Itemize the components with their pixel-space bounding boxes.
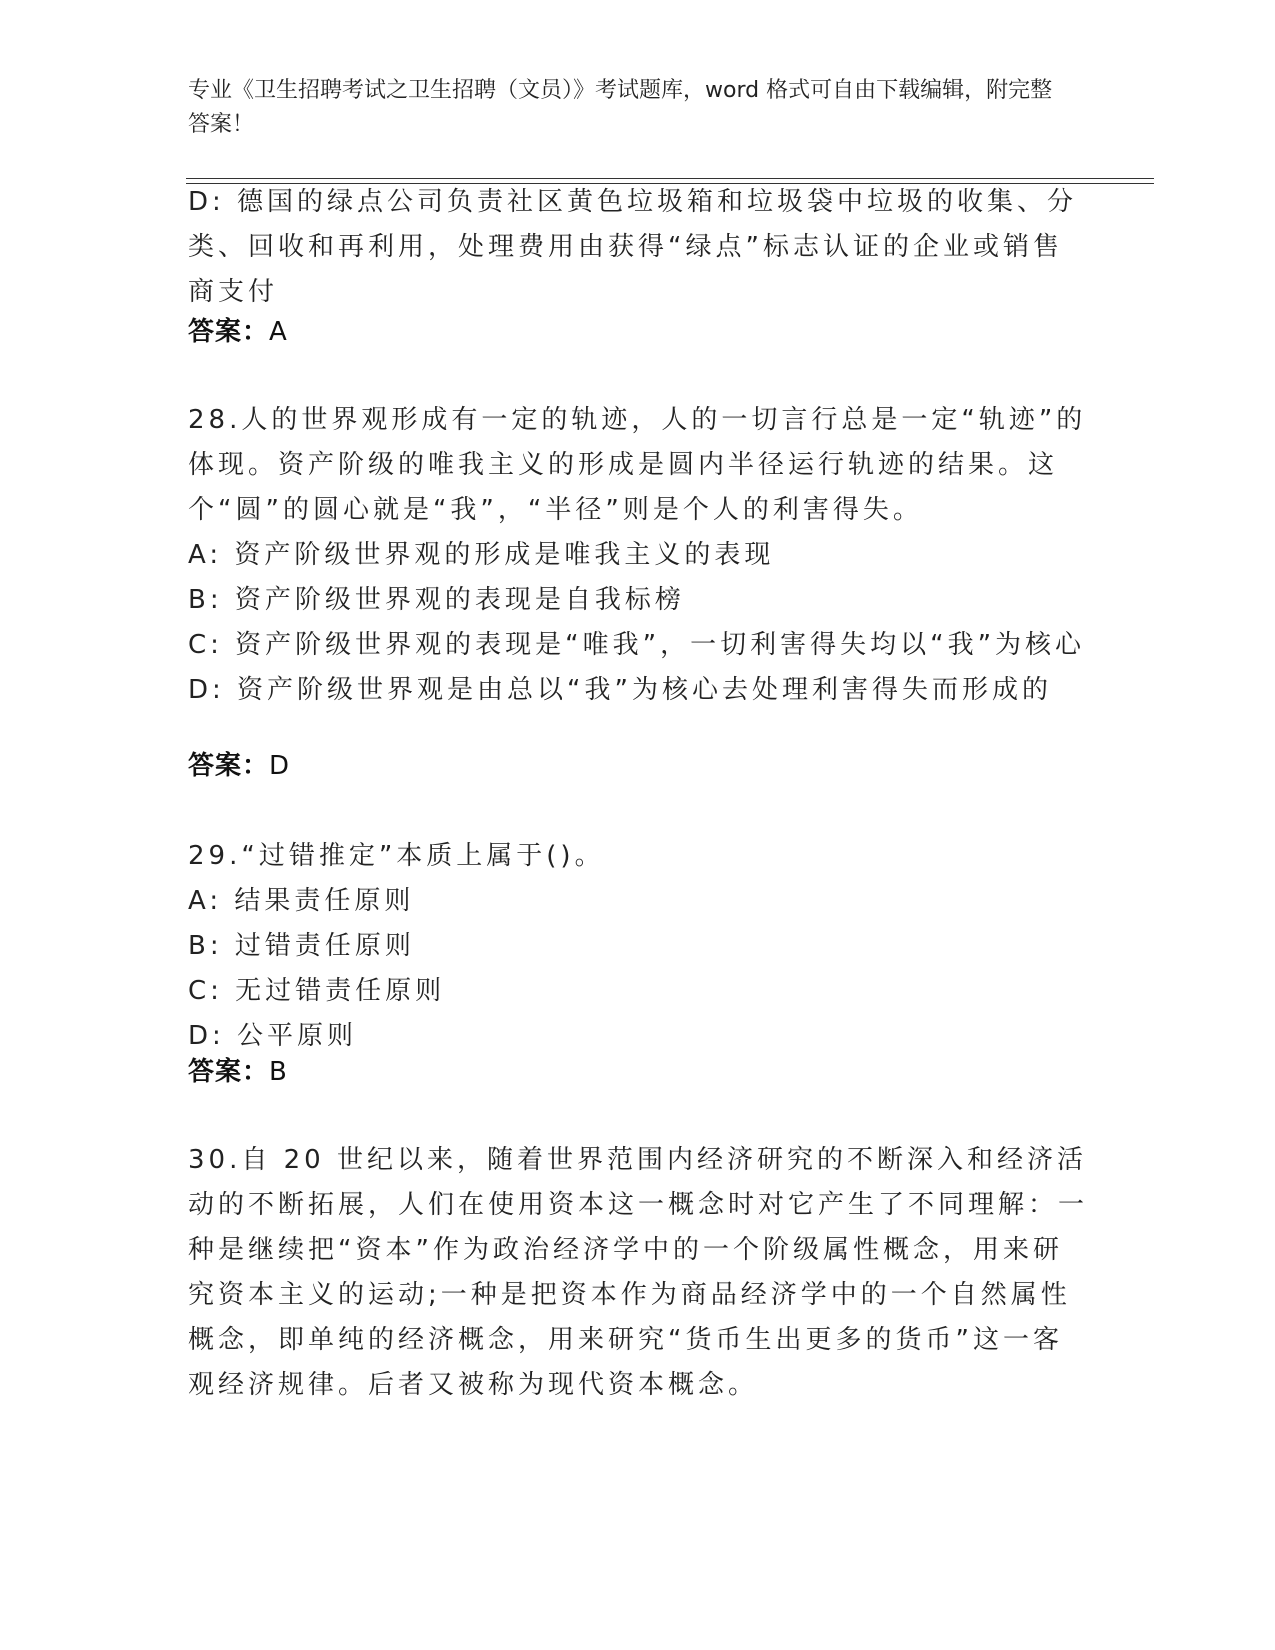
document-header: 专业《卫生招聘考试之卫生招聘（文员）》考试题库，word 格式可自由下载编辑，附完整答案！: [188, 78, 1053, 137]
q28-block: [188, 398, 1088, 713]
q29-option-c: C: 无过错责任原则: [188, 976, 446, 1006]
answer-label: 答案：: [188, 317, 270, 347]
q29-block: [188, 834, 1088, 1059]
answer-value: D: [269, 751, 291, 781]
answer-value: B: [269, 1057, 288, 1087]
answer-value: A: [269, 317, 288, 347]
q28-answer: [188, 744, 290, 789]
q30-stem: 30.自 20 世纪以来，随着世界范围内经济研究的不断深入和经济活动的不断拓展，人们在使用资本这一概念时对它产生了不同理解：一种是继续把“资本”作为政治经济学中的一个阶级属性概念，用来研究资本主义的运动;一种是把资本作为商品经济学中的一个自然属性概念，即单纯的经济概念，用来研究“货币生出更多的货币”这一客观经济规律。后者又被称为现代资本概念。: [188, 1145, 1089, 1400]
answer-label: 答案：: [188, 1057, 270, 1087]
q28-option-a: A: 资产阶级世界观的形成是唯我主义的表现: [188, 540, 775, 570]
q28-stem: 28.人的世界观形成有一定的轨迹，人的一切言行总是一定“轨迹”的体现。资产阶级的唯我主义的形成是圆内半径运行轨迹的结果。这个“圆”的圆心就是“我”，“半径”则是个人的利害得失。: [188, 405, 1087, 525]
q29-stem: 29.“过错推定”本质上属于()。: [188, 841, 605, 871]
q30-block: [188, 1138, 1088, 1408]
q29-answer: [188, 1050, 288, 1095]
q29-option-b: B: 过错责任原则: [188, 931, 415, 961]
q27-answer: [188, 310, 288, 355]
q29-option-d: D: 公平原则: [188, 1021, 358, 1051]
q27-option-d: D: 德国的绿点公司负责社区黄色垃圾箱和垃圾袋中垃圾的收集、分类、回收和再利用，处理费用由获得“绿点”标志认证的企业或销售商支付: [188, 187, 1078, 307]
q29-option-a: A: 结果责任原则: [188, 886, 415, 916]
answer-label: 答案：: [188, 751, 270, 781]
q28-option-b: B: 资产阶级世界观的表现是自我标榜: [188, 585, 685, 615]
q28-option-c: C: 资产阶级世界观的表现是“唯我”，一切利害得失均以“我”为核心: [188, 630, 1086, 660]
q28-option-d: D: 资产阶级世界观是由总以“我”为核心去处理利害得失而形成的: [188, 675, 1052, 705]
